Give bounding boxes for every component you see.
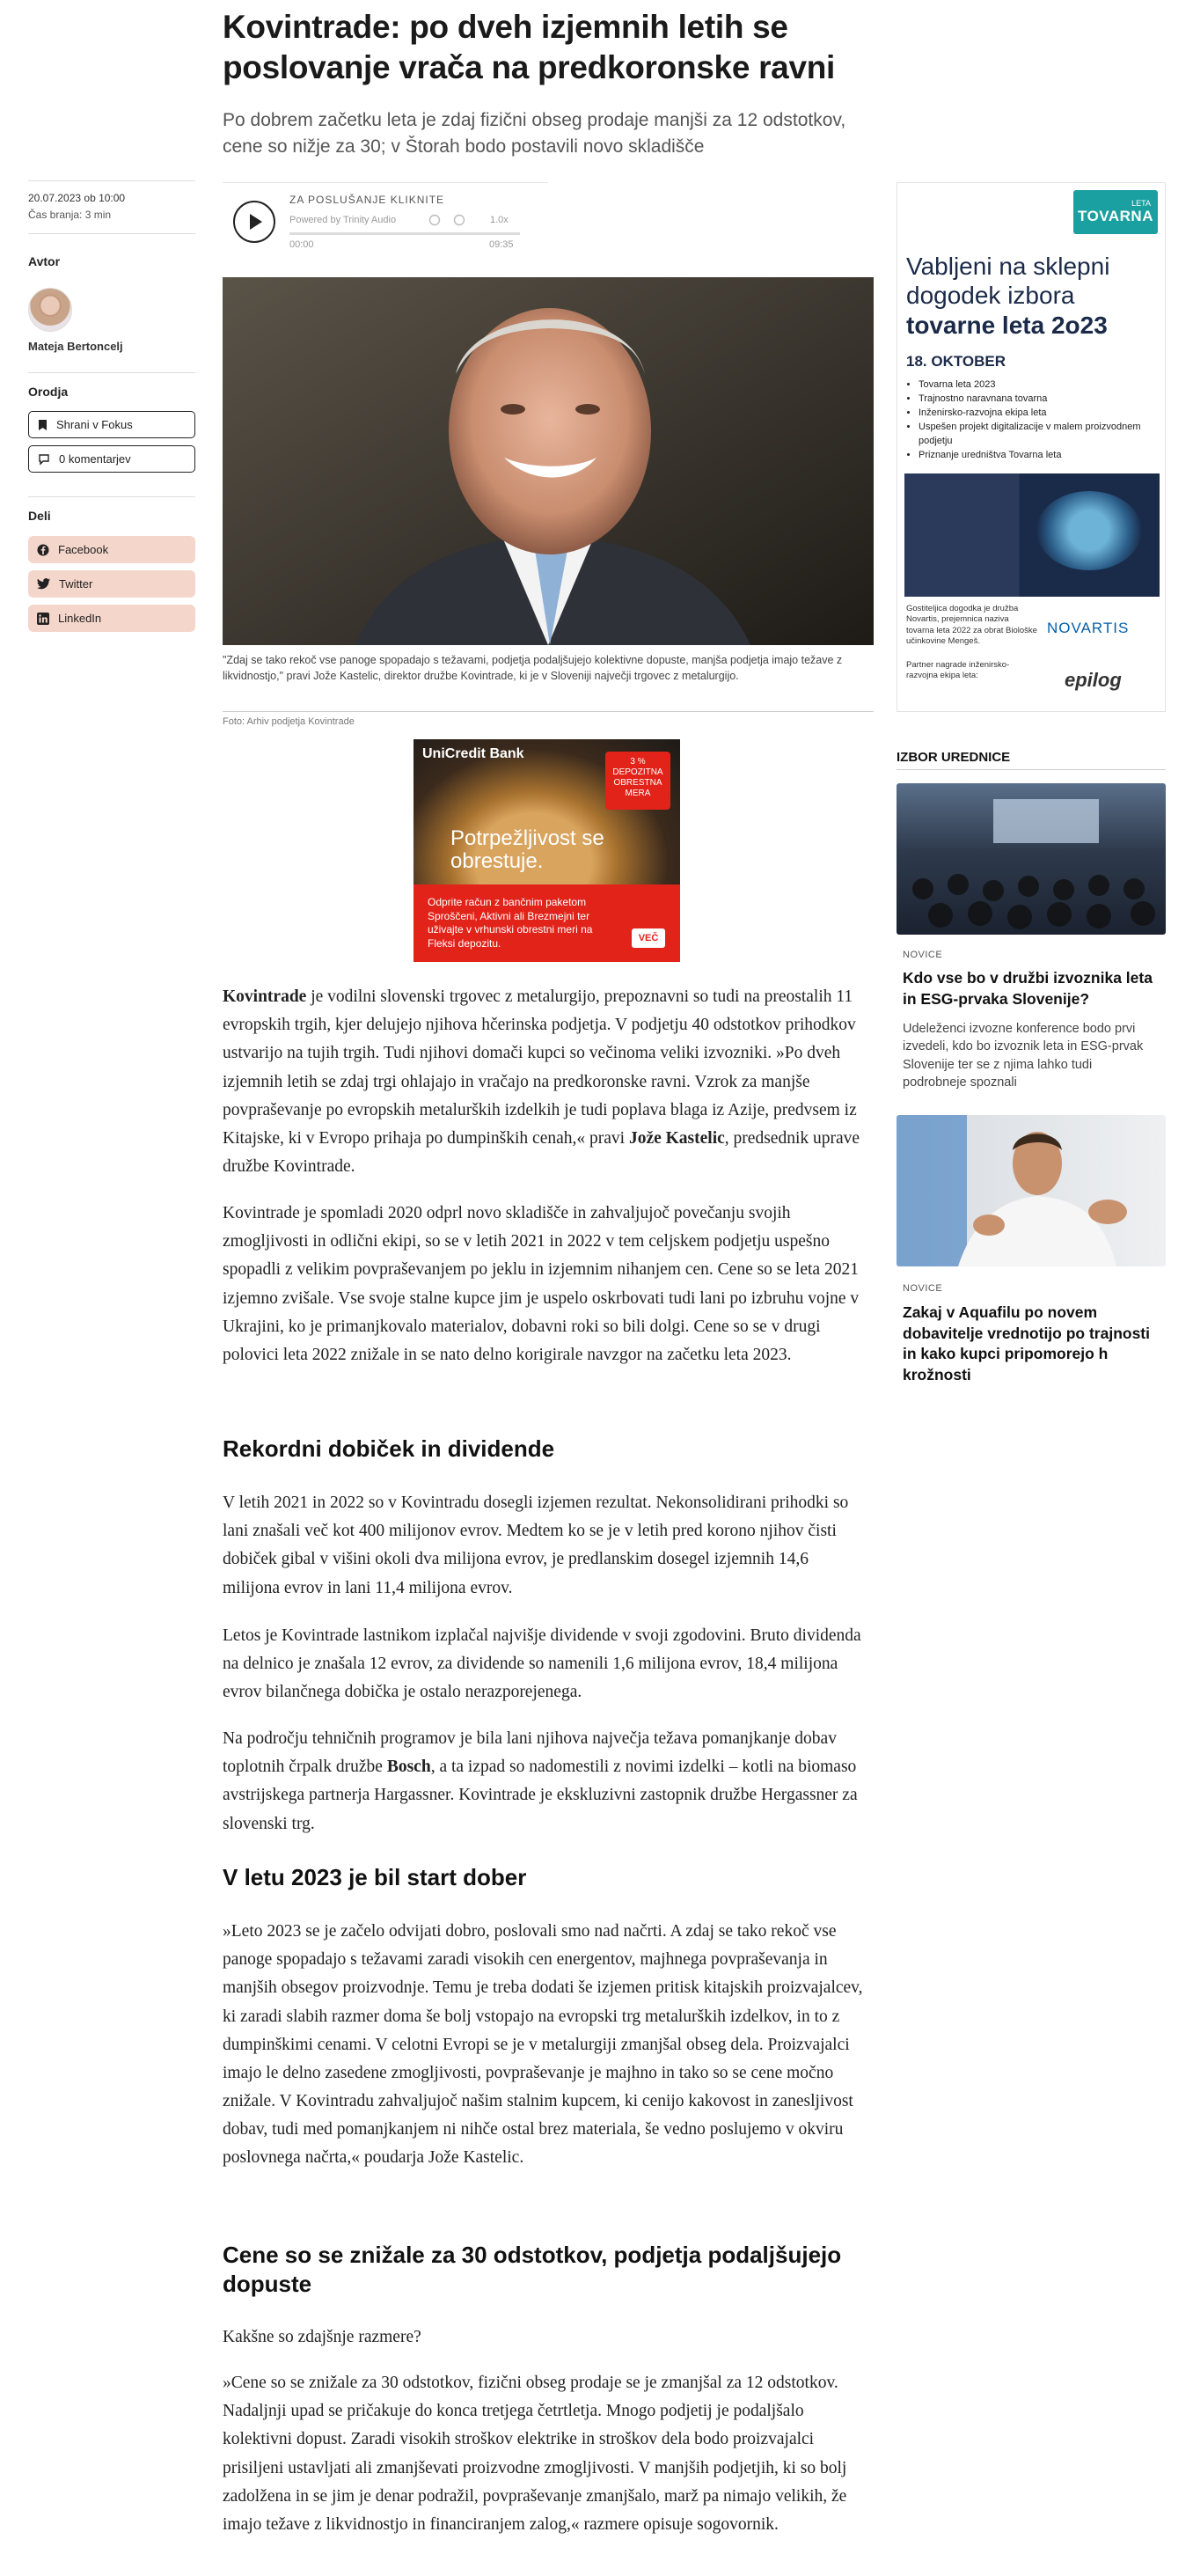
facebook-label: Facebook	[58, 543, 109, 556]
sidebar-divider	[28, 372, 195, 373]
pick-2-tag[interactable]: NOVICE	[903, 1283, 943, 1294]
read-time: Čas branja: 3 min	[28, 209, 112, 221]
pick-1-title[interactable]: Kdo vse bo v družbi izvoznika leta in ESG-prvaka Slovenije?	[903, 969, 1153, 1008]
ad-body: Odprite račun z bančnim paketom Sproščeni, Aktivni ali Brezmejni ter uživajte v vrhunski obrestni meri na Fleksi depozitu.	[428, 896, 593, 950]
editor-picks-divider	[897, 769, 1166, 770]
brand-name: Bosch	[386, 1758, 431, 1777]
ad-rate-badge: 3 % DEPOZITNA OBRESTNA MERA	[605, 752, 670, 810]
editor-picks-heading: IZBOR UREDNICE	[897, 750, 1011, 765]
audio-progress-bar[interactable]	[289, 232, 520, 235]
author-heading: Avtor	[28, 254, 61, 268]
section-heading-1: Rekordni dobiček in dividende	[223, 1435, 555, 1462]
tovarna-leta-ad[interactable]	[897, 182, 1166, 712]
article-title: Kovintrade: po dveh izjemnih letih se poslovanje vrača na predkoronske ravni	[223, 9, 836, 86]
share-twitter-button[interactable]	[28, 570, 195, 598]
unicredit-ad[interactable]	[414, 739, 680, 962]
epilog-logo: epilog	[1065, 669, 1122, 691]
linkedin-icon	[37, 613, 49, 625]
tools-heading: Orodja	[28, 385, 69, 399]
article-subtitle: Po dobrem začetku leta je zdaj fizični obseg prodaje manjši za 12 odstotkov, cene so nižje za 30; v Štorah bodo postavili novo skladišče	[223, 110, 846, 158]
play-button[interactable]	[233, 201, 275, 243]
twitter-icon	[37, 578, 50, 590]
sidebar-divider	[28, 233, 195, 234]
paragraph-3: V letih 2021 in 2022 so v Kovintradu dosegli izjemen rezultat. Nekonsolidirani prihodki so lani znašali več kot 400 milijonov evrov. Medtem ko se je v letih pred korono njihov čisti dobiček gibal v višini okoli dva milijona evrov, je predlanskim dosegel izjemnih 14,6 milijona evrov in lani 11,4 milijona evrov.	[223, 1493, 849, 1597]
caption-divider	[223, 711, 874, 712]
audio-powered-by[interactable]: Powered by Trinity Audio	[289, 215, 397, 225]
bookmark-icon	[38, 419, 48, 431]
play-icon	[235, 202, 274, 241]
right-ad-headline-2: tovarne leta 2o23	[906, 312, 1108, 339]
right-ad-date: 18. OKTOBER	[906, 353, 1006, 370]
right-ad-bullets: • Tovarna leta 2023 • Trajnostno naravnana tovarna • Inženirsko-razvojna ekipa leta • Uspešen projekt digitalizacije v malem proizvodnem podjetju • Priznanje uredništva Tovarna leta	[919, 378, 1156, 463]
author-name[interactable]: Mateja Bertoncelj	[28, 340, 123, 353]
audio-label: ZA POSLUŠANJE KLIKNITE	[289, 194, 445, 206]
save-to-focus-button[interactable]	[28, 411, 195, 438]
ad-headline: Potrpežljivost se obrestuje.	[450, 826, 604, 874]
ad-brand: UniCredit Bank	[422, 746, 524, 761]
comment-icon	[38, 453, 50, 466]
audio-time-start: 00:00	[289, 239, 314, 250]
sidebar-divider	[28, 180, 195, 181]
novartis-logo: NOVARTIS	[1047, 620, 1130, 636]
sidebar-divider	[28, 496, 195, 497]
hero-photo	[223, 277, 874, 645]
company-name: Kovintrade	[223, 987, 307, 1006]
ad-cta-button[interactable]: VEČ	[632, 928, 665, 948]
tovarna-logo: LETA TOVARNA	[1073, 190, 1158, 234]
paragraph-6: »Leto 2023 se je začelo odvijati dobro, poslovali smo nad načrti. A zdaj se tako rekoč vse panoge spopadajo s težavami zaradi visokih cen energentov, majhnega povpraševanja in manjših obsegov proizvodnje. Temu je treba dodati še izjemen pritisk kitajskih proizvajalcev, ki zaradi slabih razmer doma še bolj vstopajo na evropski trg metalurških izdelkov, in to z dumpinškimi cenami. V celotni Evropi se je v metalurgiji zmanjšal obseg dela. Proizvajalci imajo le delno zasedene zmogljivosti, povpraševanje je majhno in tako so se cene močno znižale. V Kovintradu zahvaljujoč našim stalnim kupcem, ki cenijo kakovost in zanesljivost dobav, tudi med pomanjkanjem ni nihče ostal brez materiala, še vedno poslujemo v okviru poslovnega načrta,« poudarja Jože Kastelic.	[223, 1922, 863, 2168]
paragraph-7: Kakšne so zdajšnje razmere?	[223, 2328, 421, 2346]
section-heading-3: Cene so se znižale za 30 odstotkov, podjetja podaljšujejo dopuste	[223, 2242, 842, 2297]
photo-credit: Foto: Arhiv podjetja Kovintrade	[223, 716, 355, 727]
share-facebook-button[interactable]	[28, 536, 195, 563]
playback-speed[interactable]: 1.0x	[490, 215, 509, 225]
right-ad-photo	[904, 473, 1160, 597]
right-ad-partner-text: Partner nagrade inženirsko-razvojna ekipa leta:	[906, 660, 1010, 681]
pick-1-summary: Udeleženci izvozne konference bodo prvi izvedeli, kdo bo izvoznik leta in ESG-prvak Slovenije ter se z njima lahko tudi podrobneje spoznali	[903, 1022, 1144, 1090]
save-label: Shrani v Fokus	[56, 418, 133, 431]
pick-1-image[interactable]	[897, 783, 1166, 935]
forward-icon[interactable]	[453, 214, 465, 226]
paragraph-2: Kovintrade je spomladi 2020 odprl novo skladišče in zahvaljujoč povečanju svojih zmogljivosti in odlični ekipi, so se v letih 2021 in 2022 v tem celjskem podjetju uspešno spopadli z velikim povpraševanjem po jeklu in izjemnim nihanjem cen. Cene so se leta 2021 izjemno zvišale. Vse svoje stalne kupce jim je uspelo oskrbovati tudi lani po izbruhu vojne v Ukrajini, ko je primanjkovalo materialov, dobavni roki so bili dolgi. Cene so se v drugi polovici leta 2022 znižale in se nato delno korigirale navzgor na začetku leta 2023.	[223, 1204, 860, 1364]
share-linkedin-button[interactable]	[28, 605, 195, 632]
paragraph-4: Letos je Kovintrade lastnikom izplačal najvišje dividende v svoji zgodovini. Bruto dividenda na delnico je znašala 12 evrov, za dividende so namenili 1,6 milijona evrov, 18,4 milijona evrov bilančnega dobička je ostalo nerazporejenega.	[223, 1626, 861, 1702]
twitter-label: Twitter	[59, 577, 93, 591]
right-ad-host-text: Gostiteljica dogodka je družba Novartis, prejemnica naziva tovarna leta 2022 za obrat Biološke učinkovine Mengeš.	[906, 604, 1037, 647]
linkedin-label: LinkedIn	[58, 612, 102, 625]
paragraph-8: »Cene so se znižale za 30 odstotkov, fizični obseg prodaje se je zmanjšal za 12 odstotkov. Nadaljnji upad se pričakuje do konca tretjega četrtletja. Mnogo podjetij je podaljšalo kolektivni dopust. Zaradi visokih stroškov elektrike in stroškov dela bodo proizvajalci prisiljeni ustavljati ali zmanjševati proizvodne zmogljivosti. V manjših podjetjih, ki so bolj zadolžena in se jim je denar podražil, povpraševanje zmanjšalo, marž pa nimajo velikih, že imajo težave z likvidnostjo in financiranjem zalog,« razmere opisuje sogovornik.	[223, 2374, 847, 2534]
person-name: Jože Kastelic	[628, 1128, 725, 1148]
publish-date: 20.07.2023 ob 10:00	[28, 192, 126, 204]
facebook-icon	[37, 544, 49, 556]
comments-button[interactable]	[28, 445, 195, 473]
hero-caption: "Zdaj se tako rekoč vse panoge spopadajo s težavami, podjetja podaljšujejo kolektivne dopuste, manjša podjetja imajo težave z likvidnostjo," pravi Jože Kastelic, direktor družbe Kovintrade, ki je v Sloveniji največji trgovec z metalurgijo.	[223, 654, 843, 683]
right-ad-headline: Vabljeni na sklepni dogodek izbora	[906, 253, 1110, 310]
rewind-icon[interactable]	[428, 214, 441, 226]
audio-time-end: 09:35	[489, 239, 514, 250]
paragraph-1: Kovintrade je vodilni slovenski trgovec z metalurgijo, prepoznavni so tudi na preostalih 11 evropskih trgih, kjer delujejo njihova hčerinska podjetja. V podjetju 40 odstotkov prihodkov ustvarijo na tujih trgih. Tudi njihovi domači kupci so večinoma veliki izvozniki. »Po dveh izjemnih letih se zdaj trgi ohlajajo in vračajo na predkoronske ravni. Vzrok za manjše povpraševanje po evropskih metalurških izdelkih je tudi poplava blaga iz Azije, predvsem iz Kitajske, ki v Evropo prihaja po dumpinških cenah,« pravi Jože Kastelic, predsednik uprave družbe Kovintrade.	[223, 987, 860, 1177]
share-heading: Deli	[28, 509, 51, 523]
audio-controls	[428, 214, 509, 226]
audio-top-border	[223, 182, 548, 183]
pick-2-title[interactable]: Zakaj v Aquafilu po novem dobavitelje vrednotijo po trajnosti in kako kupci pripomorejo h krožnosti	[903, 1303, 1150, 1383]
comments-label: 0 komentarjev	[59, 452, 131, 466]
author-avatar[interactable]	[28, 288, 72, 332]
paragraph-5: Na področju tehničnih programov je bila lani njihova največja težava pomanjkanje dobav toplotnih črpalk družbe Bosch, a ta izpad so nadomestili z novimi izdelki – kotli na biomaso avstrijskega partnerja Hargassner. Kovintrade je ekskluzivni zastopnik družbe Hergassner za slovenski trg.	[223, 1729, 858, 1833]
pick-2-image[interactable]	[897, 1115, 1166, 1266]
pick-1-tag[interactable]: NOVICE	[903, 950, 943, 960]
section-heading-2: V letu 2023 je bil start dober	[223, 1864, 527, 1890]
